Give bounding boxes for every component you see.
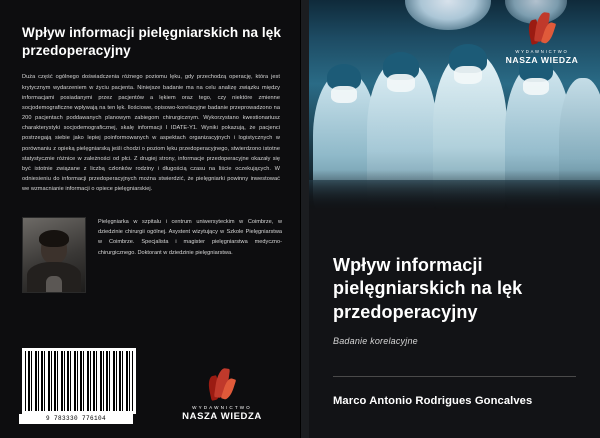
book-subtitle: Badanie korelacyjne xyxy=(333,336,418,347)
surgical-mask-icon xyxy=(523,78,549,95)
publisher-logo-back xyxy=(174,368,270,422)
author-biography: Pielęgniarka w szpitalu i centrum uniwersyteckim w Coimbrze, w dziedzinie chirurgii ogólnej. Asystent wizytujący w Szkole Pielęgniarstwa w Coimbrze. Specjalista i magister pielęgniarstwa medyczno-chirurgicznego. Doktorant w dziedzinie pielęgniarstwa. xyxy=(98,218,282,256)
back-cover-title: Wpływ informacji pielęgniarskich na lęk przedoperacyjny xyxy=(22,25,281,59)
surgical-mask-icon xyxy=(454,66,482,84)
photo-gradient-overlay xyxy=(309,170,600,212)
surgical-mask-icon xyxy=(331,86,357,103)
book-title: Wpływ informacji pielęgniarskich na lęk przedoperacyjny xyxy=(333,255,523,322)
publisher-label-back: WYDAWNICTWO xyxy=(192,405,252,410)
portrait-shirt-shape xyxy=(46,276,62,292)
flame-icon xyxy=(207,368,237,402)
front-cover-text-block xyxy=(309,210,600,438)
surgical-lamp-icon xyxy=(405,0,491,30)
author-portrait-photo xyxy=(22,217,86,293)
back-cover-abstract: Duża część ogólnego doświadczenia różnego poziomu lęku, gdy przechodzą operację, która jest krytycznym wydarzeniem w życiu pacjenta. Niniejsze badanie ma na celu analizę związku między informacjami posiadanymi przez pacjentów a lękiem oraz tego, czy niektóre zmienne socjodemograficzne wpływają na ten lęk. Ilościowe, opisowo-korelacyjne badanie przeprowadzono na 200 pacjentach poddawanych planowym zabiegom chirurgicznym. Wykorzystano kwestionariusz charakterystyki socjodemograficznej, skalę informacji I IDATE-Y1. Wyniki pokazują, że pacjenci postrzegają siebie jako lepiej poinformowanych w aspektach organizacyjnych i logistycznych w porównaniu z opieką pielęgniarską jeśli chodzi o poziom lęku przedoperacyjnego, stwierdzono istotne statystycznie różnice w zależności od płci. Z drugiej strony, informacje przedoperacyjne okazały się być istotnie związane z liczbą członków rodziny i długością czasu na liście oczekujących. W odniesieniu do informacji przedoperacyjnych można stwierdzić, że pielęgniarki powinny inwestować we wzmacnianie informacji o opiece pielęgniarskiej. xyxy=(22,74,280,193)
publisher-name-back: NASZA WIEDZA xyxy=(182,411,262,422)
publisher-logo-front xyxy=(502,12,582,65)
book-author: Marco Antonio Rodrigues Goncalves xyxy=(333,395,533,408)
isbn-number: 9 783330 776104 xyxy=(19,414,133,424)
barcode-area xyxy=(22,348,130,424)
front-cover xyxy=(309,0,600,438)
flame-icon xyxy=(527,12,557,46)
author-block xyxy=(22,217,282,293)
portrait-hair-shape xyxy=(39,230,69,247)
surgical-mask-icon xyxy=(387,74,415,92)
publisher-label-front: WYDAWNICTWO xyxy=(515,49,569,54)
barcode-icon xyxy=(22,348,136,414)
divider xyxy=(333,376,576,377)
publisher-name-front: NASZA WIEDZA xyxy=(505,55,579,65)
